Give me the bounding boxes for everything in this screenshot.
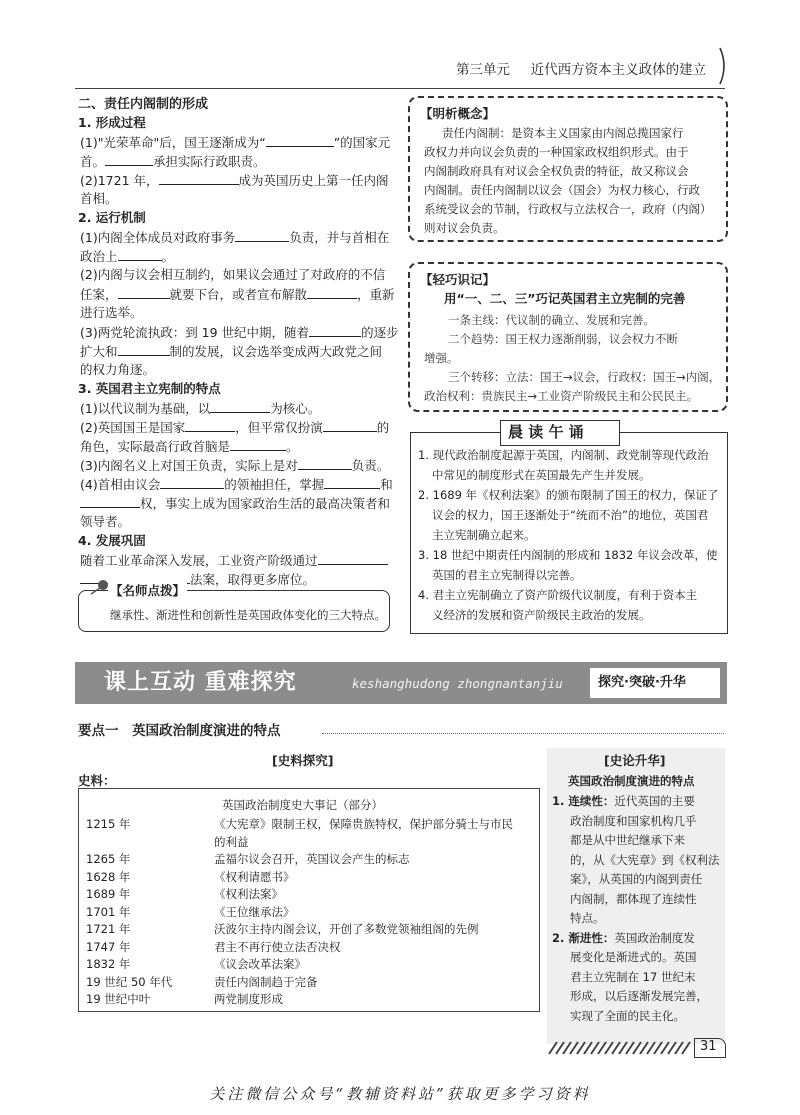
theory-number: 1. xyxy=(552,794,569,808)
left-line-text: (2)内阁与议会相互制约，如果议会通过了对政府的不信 xyxy=(80,267,386,282)
left-line xyxy=(80,342,382,361)
left-heading: 2. 运行机制 xyxy=(78,210,146,225)
table-year: 1689 年 xyxy=(86,887,131,901)
reading-line: 议会的权力，国王逐渐处于“统而不治”的地位，英国君 xyxy=(432,508,709,522)
left-line-text: 首相。 xyxy=(80,191,118,206)
left-line xyxy=(80,551,388,570)
left-line xyxy=(80,323,399,342)
banner-slogan: 探究·突破·升华 xyxy=(598,675,686,690)
concept-line: 系统受议会的节制，行政权与立法权合一，政府（内阁） xyxy=(424,202,712,216)
header-bracket-icon xyxy=(716,46,730,86)
fill-in-blank[interactable] xyxy=(307,285,357,299)
left-line xyxy=(80,228,389,247)
left-heading: 3. 英国君主立宪制的特点 xyxy=(78,381,221,396)
theory-line xyxy=(570,1007,685,1025)
left-line xyxy=(80,437,299,456)
point-title-dots xyxy=(322,733,724,734)
table-year: 1215 年 xyxy=(86,817,131,831)
left-heading: 1. 形成过程 xyxy=(78,115,146,130)
table-event: 《权利请愿书》 xyxy=(214,869,295,884)
theory-line-text: 的，从《大宪章》到《权利法 xyxy=(570,852,720,867)
memory-line: 一条主线：代议制的确立、发展和完善。 xyxy=(448,313,655,327)
left-line xyxy=(80,247,174,266)
theory-line xyxy=(570,831,685,849)
left-line-text: 和 xyxy=(380,477,393,492)
left-line-text: 的领袖担任，掌握 xyxy=(224,477,325,492)
theory-line xyxy=(570,909,605,927)
theory-number: 2. xyxy=(552,930,569,945)
theory-label: [史论升华] xyxy=(604,753,666,768)
theory-line xyxy=(570,890,697,908)
fill-in-blank[interactable] xyxy=(105,152,153,166)
left-line-text: 制的发展，议会选举变成两大政党之间 xyxy=(169,344,383,359)
source-label: 史料： xyxy=(78,773,116,788)
memory-label: 【轻巧识记】 xyxy=(420,272,496,287)
footer-notice: 关注微信公众号“教辅资料站”获取更多学习资料 xyxy=(209,1085,591,1103)
left-line xyxy=(80,190,118,208)
memory-line: 二个趋势：国王权力逐渐削弱，议会权力不断 xyxy=(448,332,678,346)
theory-line-text: 案》，从英国的内阁到责任 xyxy=(570,872,703,886)
memory-line: 增强。 xyxy=(424,351,459,365)
table-event: 《大宪章》限制王权，保障贵族特权，保护部分骑士与市民 xyxy=(214,817,513,831)
left-line-text: 角色，实际最高行政首脑是 xyxy=(80,439,231,454)
fill-in-blank[interactable] xyxy=(118,247,162,261)
left-line-text: 的 xyxy=(376,420,390,435)
theory-keyword: 连续性： xyxy=(568,794,615,808)
fill-in-blank[interactable] xyxy=(159,171,239,185)
concept-line: 则对议会负责。 xyxy=(424,221,505,235)
left-line-text: 的逐步 xyxy=(361,325,399,340)
table-year: 19 世纪中叶 xyxy=(86,992,151,1006)
left-line-text: (2)1721 年， xyxy=(80,173,159,188)
fill-in-blank[interactable] xyxy=(230,437,286,451)
fill-in-blank[interactable] xyxy=(323,418,377,432)
theory-line-text: 实现了全面的民主化。 xyxy=(570,1008,685,1023)
fill-in-blank[interactable] xyxy=(80,494,140,508)
table-event: 两党制度形成 xyxy=(214,992,283,1006)
theory-line-text: 近代英国的主要 xyxy=(614,794,695,808)
fill-in-blank[interactable] xyxy=(309,323,361,337)
fill-in-blank[interactable] xyxy=(324,475,380,489)
teacher-tip-text: 继承性、渐进性和创新性是英国政体变化的三大特点。 xyxy=(110,608,386,622)
left-line xyxy=(80,456,389,475)
reading-line: 2. 1689 年《权利法案》的颁布限制了国王的权力，保证了 xyxy=(418,488,719,502)
left-line-text: 进行选举。 xyxy=(80,305,143,320)
left-line-text: 为核心。 xyxy=(270,401,321,416)
table-year: 1721 年 xyxy=(86,922,131,936)
table-year: 1701 年 xyxy=(86,904,131,919)
left-line-text: 。 xyxy=(161,249,175,264)
left-line xyxy=(80,494,390,513)
banner-title: 课上互动 重难探究 xyxy=(104,670,297,695)
theory-line xyxy=(570,987,708,1005)
material-label: [史料探究] xyxy=(272,753,334,768)
memory-line: 政治权利：贵族民主→工业资产阶级民主和公民民主。 xyxy=(424,389,699,403)
fill-in-blank[interactable] xyxy=(118,285,170,299)
left-line-text: (3)内阁名义上对国王负责，实际上是对 xyxy=(80,458,298,473)
left-line xyxy=(80,304,143,322)
left-line-text: (3)两党轮流执政：到 19 世纪中期，随着 xyxy=(80,325,310,340)
theory-keyword: 渐进性： xyxy=(568,930,615,945)
memory-title: 用“一、二、三”巧记英国君主立宪制的完善 xyxy=(444,291,686,306)
left-line-text: 的权力角逐。 xyxy=(80,362,156,377)
table-event: 责任内阁制趋于完备 xyxy=(214,974,318,989)
concept-line: 内阁制。责任内阁制以议会（国会）为权力核心，行政 xyxy=(424,183,700,197)
theory-line-text: 英国政治制度发 xyxy=(614,930,695,945)
left-line-text: 首。 xyxy=(80,154,106,169)
concept-label: 【明析概念】 xyxy=(420,106,496,121)
page-number: 31 xyxy=(700,1039,717,1054)
left-line-text: ，重新 xyxy=(357,287,395,302)
left-line-text: (4)首相由议会 xyxy=(80,477,161,492)
theory-line xyxy=(570,968,695,986)
theory-line-text: 内阁制，都体现了连续性 xyxy=(570,891,697,906)
left-line-text: (2)英国国王是国家 xyxy=(80,420,186,435)
banner-pinyin: keshanghudong zhongnantanjiu xyxy=(352,676,563,691)
left-line xyxy=(80,399,320,418)
running-header xyxy=(456,58,706,78)
fill-in-blank[interactable] xyxy=(185,418,235,432)
reading-line: 主立宪制确立起来。 xyxy=(432,528,536,542)
left-line-text: 。 xyxy=(286,439,299,454)
left-line-text: (1)以代议制为基础，以 xyxy=(80,401,211,416)
table-event: 沃波尔主持内阁会议，开创了多数党领袖组阁的先例 xyxy=(214,922,479,936)
left-line-text: 扩大和 xyxy=(80,344,118,359)
theory-line-text: 展变化是渐进式的。英国 xyxy=(570,950,697,964)
teacher-tip-label: 【名师点拨】 xyxy=(110,583,186,598)
left-line-text: 法案，取得更多席位。 xyxy=(190,572,316,587)
left-line xyxy=(80,513,130,531)
fill-in-blank[interactable] xyxy=(318,551,388,565)
concept-line: 政权力并向议会负责的一种国家政权组织形式。由于 xyxy=(424,145,689,159)
theory-line xyxy=(570,948,697,966)
point-title: 要点一 英国政治制度演进的特点 xyxy=(78,723,281,739)
theory-line xyxy=(570,851,720,869)
left-line-text: (1)"光荣革命"后，国王逐渐成为“ xyxy=(80,135,266,150)
theory-line-text: 君主立宪制在 17 世纪末 xyxy=(570,969,696,984)
left-line xyxy=(80,171,389,190)
concept-line: 责任内阁制：是资本主义国家由内阁总揽国家行 xyxy=(442,126,684,140)
theory-line xyxy=(552,929,695,947)
table-year: 1628 年 xyxy=(86,869,131,884)
left-line-text: 权，事实上成为国家政治生活的最高决策者和 xyxy=(140,496,391,511)
fill-in-blank[interactable] xyxy=(118,342,170,356)
theory-line-text: 都是从中世纪继承下来 xyxy=(570,833,685,847)
header-rule xyxy=(75,88,725,89)
reading-line: 4. 君主立宪制确立了资产阶级代议制度，有利于资本主 xyxy=(418,588,698,602)
left-line-text: 就要下台，或者宣布解散 xyxy=(169,287,308,302)
table-event: 《议会改革法案》 xyxy=(214,957,306,971)
reading-title: 晨 读 午 诵 xyxy=(508,423,584,441)
left-line-text: 承担实际行政职责。 xyxy=(153,154,266,169)
left-line xyxy=(80,266,385,284)
reading-line: 3. 18 世纪中期责任内阁制的形成和 1832 年议会改革，使 xyxy=(418,548,718,562)
reading-line: 中常见的制度形式在英国最先产生并发展。 xyxy=(432,468,651,482)
left-line xyxy=(80,285,395,304)
left-line xyxy=(80,152,266,171)
left-line-text: 任案， xyxy=(80,287,118,302)
pushpin-icon xyxy=(88,578,110,596)
reading-line: 义经济的发展和资产阶级民主政治的发展。 xyxy=(432,608,651,622)
left-line-text: 政治上 xyxy=(80,249,118,264)
fill-in-blank[interactable] xyxy=(160,475,224,489)
left-line-text: 成为英国历史上第一任内阁 xyxy=(238,173,389,188)
fill-in-blank[interactable] xyxy=(266,133,334,147)
reading-line: 英国的君主立宪制得以完善。 xyxy=(432,568,582,582)
table-event: 孟福尔议会召开，英国议会产生的标志 xyxy=(214,852,410,866)
left-line-text: 负责，并与首相在 xyxy=(289,230,390,245)
table-event: 君主不再行使立法否决权 xyxy=(214,939,341,954)
left-line xyxy=(80,475,393,494)
left-line-text: 领导者。 xyxy=(80,514,131,529)
theory-line xyxy=(570,870,702,888)
fill-in-blank[interactable] xyxy=(210,399,270,413)
table-event: 的利益 xyxy=(214,834,249,849)
unit-label: 第三单元 xyxy=(456,62,510,78)
theory-line xyxy=(570,812,697,830)
theory-line xyxy=(552,792,695,810)
table-year: 1265 年 xyxy=(86,852,131,866)
concept-line: 内阁制政府具有对议会全权负责的特征，故又称议会 xyxy=(424,164,689,178)
theory-title: 英国政治制度演进的特点 xyxy=(568,774,695,788)
memory-line: 三个转移：立法：国王→议会，行政权：国王→内阁， xyxy=(448,370,721,384)
unit-title: 近代西方资本主义政体的建立 xyxy=(530,62,707,78)
left-line xyxy=(80,361,155,379)
left-line-text: ”的国家元 xyxy=(333,135,391,150)
table-event: 《王位继承法》 xyxy=(214,904,295,919)
left-line-text: 随着工业革命深入发展，工业资产阶级通过 xyxy=(80,553,318,568)
reading-line: 1. 现代政治制度起源于英国，内阁制、政党制等现代政治 xyxy=(418,448,709,462)
table-year: 19 世纪 50 年代 xyxy=(86,974,173,989)
left-line-text: ，但平常仅扮演 xyxy=(235,420,323,435)
theory-line-text: 政治制度和国家机构几乎 xyxy=(570,813,697,828)
theory-line-text: 形成，以后逐渐发展完善， xyxy=(570,989,708,1003)
fill-in-blank[interactable] xyxy=(235,228,289,242)
table-title: 英国政治制度史大事记（部分） xyxy=(222,798,383,812)
theory-line-text: 特点。 xyxy=(570,911,605,925)
left-line xyxy=(80,418,389,437)
left-line-text: (1)内阁全体成员对政府事务 xyxy=(80,230,236,245)
left-line xyxy=(80,133,390,152)
fill-in-blank[interactable] xyxy=(298,456,352,470)
table-event: 《权利法案》 xyxy=(214,887,283,901)
page-stripe-decoration xyxy=(545,1040,695,1056)
section-title: 二、责任内阁制的形成 xyxy=(78,97,209,112)
table-year: 1747 年 xyxy=(86,939,131,954)
left-heading: 4. 发展巩固 xyxy=(78,533,146,548)
left-line-text: 负责。 xyxy=(351,458,390,473)
table-year: 1832 年 xyxy=(86,957,131,971)
